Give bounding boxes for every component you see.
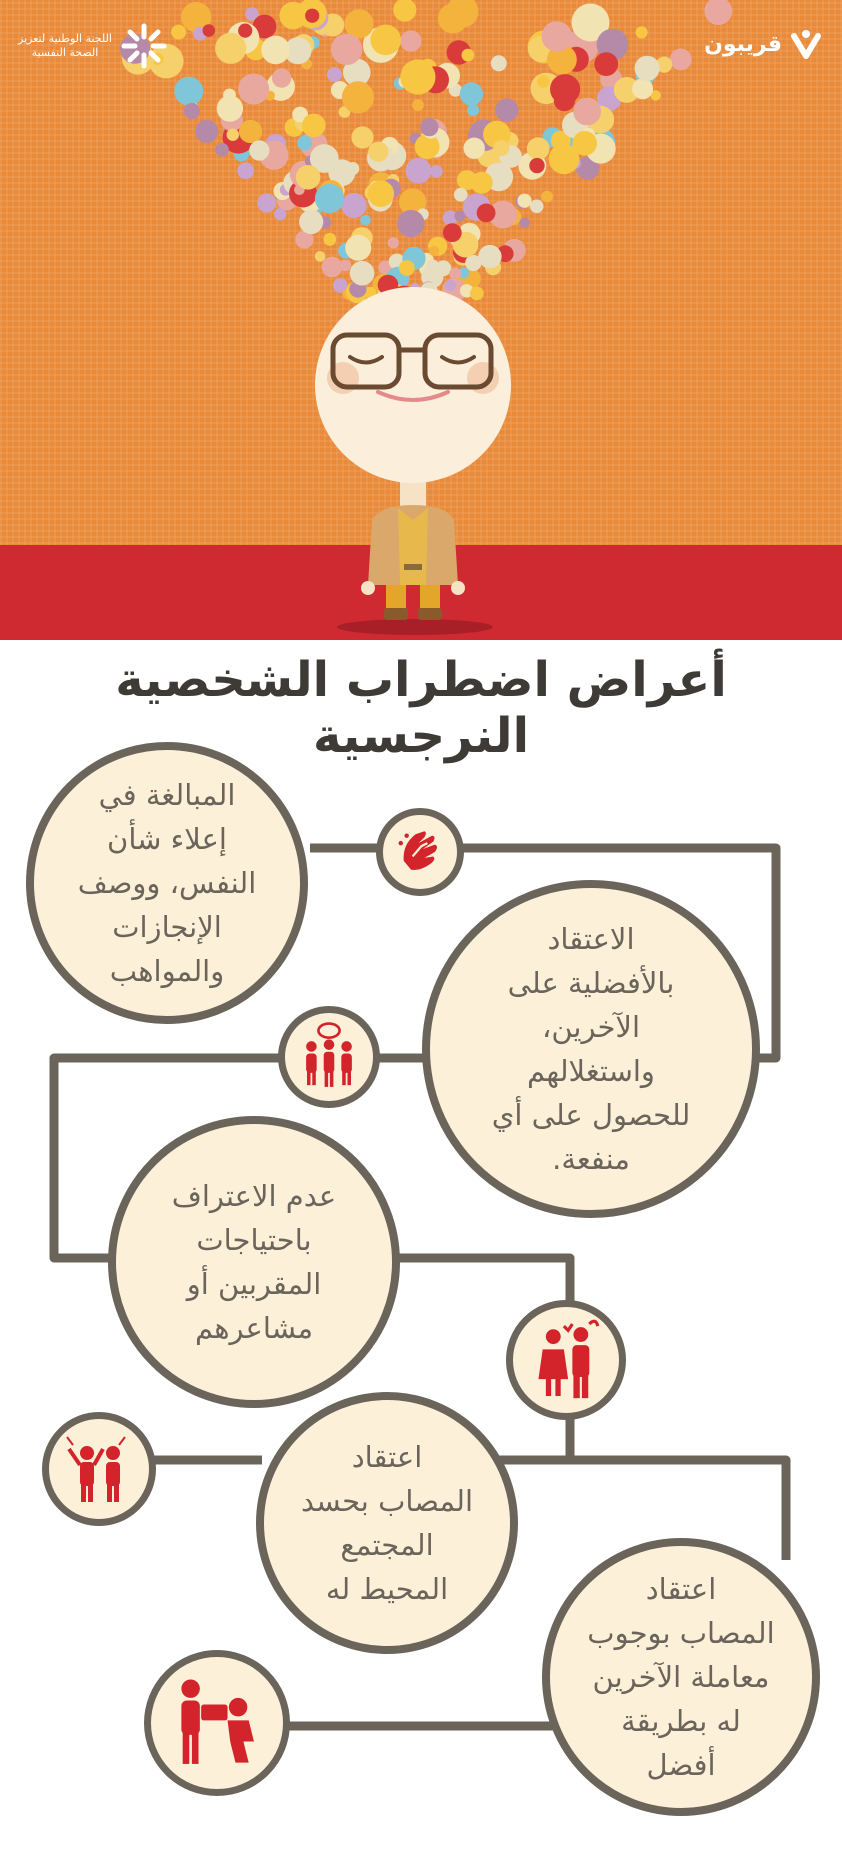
symptom-text-4: اعتقاد المصاب بحسد المجتمع المحيط له <box>300 1440 474 1606</box>
symptom-text-5: اعتقاد المصاب بوجوب معاملة الآخرين له بطريقة أفضل <box>587 1572 775 1782</box>
clapping-hands-icon <box>376 808 464 896</box>
page-title: أعراض اضطراب الشخصية النرجسية <box>115 652 727 764</box>
symptom-text-2: الاعتقاد بالأفضلية على الآخرين، واستغلالهم للحصول على أي منفعة. <box>491 922 691 1176</box>
symptom-circle-1 <box>26 742 308 1024</box>
couple-ignoring-icon <box>506 1300 626 1420</box>
symptom-circle-2 <box>422 880 760 1218</box>
person-serving-icon <box>144 1650 290 1796</box>
people-envy-icon <box>42 1412 156 1526</box>
symptom-circle-3 <box>108 1116 400 1408</box>
symptom-circle-5 <box>542 1538 820 1816</box>
committee-logo-text: اللجنة الوطنية لتعزيز الصحة النفسية <box>18 32 112 59</box>
symptom-circle-4 <box>256 1392 518 1654</box>
brand-logo-text: قريبون <box>704 31 782 57</box>
symptom-text-1: المبالغة في إعلاء شأن النفس، ووصف الإنجازات والمواهب <box>77 778 257 988</box>
group-thinking-icon <box>278 1006 380 1108</box>
symptom-text-3: عدم الاعتراف باحتياجات المقربين أو مشاعرهم <box>171 1179 337 1345</box>
